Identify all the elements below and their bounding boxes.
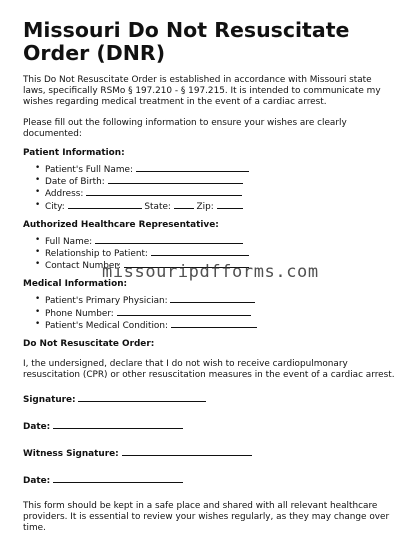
patient-full-name-blank[interactable]	[136, 163, 249, 172]
representative-full-name-blank[interactable]	[95, 235, 243, 244]
witness-signature-field[interactable]	[23, 447, 397, 460]
representative-section-title: Authorized Healthcare Representative:	[23, 219, 219, 230]
watermark-text: missouripdfforms.com	[102, 262, 319, 282]
patient-address-label: Address:	[45, 189, 84, 200]
representative-relationship-field[interactable]	[45, 247, 397, 259]
representative-relationship-blank[interactable]	[151, 247, 249, 256]
medical-condition-label: Patient's Medical Condition:	[45, 320, 168, 331]
dnr-section-title: Do Not Resuscitate Order:	[23, 339, 155, 350]
witness-signature-blank[interactable]	[122, 447, 252, 456]
patient-full-name-label: Patient's Full Name:	[45, 165, 133, 175]
signature-field[interactable]	[23, 393, 397, 406]
signature-label: Signature:	[23, 395, 76, 406]
representative-relationship-label: Relationship to Patient:	[45, 249, 148, 260]
date-label-1: Date:	[23, 422, 51, 433]
date-blank-2[interactable]	[53, 474, 183, 483]
date-field-2[interactable]	[23, 474, 397, 487]
date-field-1[interactable]	[23, 420, 397, 433]
patient-dob-field[interactable]	[45, 175, 397, 187]
medical-physician-field[interactable]	[45, 294, 397, 306]
patient-dob-blank[interactable]	[108, 175, 243, 184]
patient-section-title: Patient Information:	[23, 148, 125, 158]
medical-section-title: Medical Information:	[23, 279, 128, 290]
patient-address-blank[interactable]	[86, 187, 242, 196]
representative-contact-label: Contact Number:	[45, 261, 121, 272]
date-blank-1[interactable]	[53, 420, 183, 429]
date-label-2: Date:	[23, 476, 51, 487]
patient-state-blank[interactable]	[174, 200, 194, 209]
patient-dob-label: Date of Birth:	[45, 177, 105, 188]
dnr-declaration: I, the undersigned, declare that I do not wish to receive cardiopulmonary resuscitation (CPR) or other resuscitation measures in the event of a cardiac arrest.	[23, 359, 395, 381]
document-title: Missouri Do Not Resuscitate Order (DNR)	[23, 18, 350, 65]
patient-fields	[23, 163, 397, 212]
patient-zip-blank[interactable]	[217, 200, 243, 209]
intro-paragraph: This Do Not Resuscitate Order is established in accordance with Missouri state laws, specifically RSMo § 197.210 - § 197.215. It is intended to communicate my wishes regarding medical treatment in the event of a cardiac arrest.	[23, 75, 381, 107]
patient-full-name-field[interactable]	[45, 163, 397, 175]
patient-state-label: State:	[144, 201, 171, 212]
medical-physician-blank[interactable]	[170, 294, 255, 303]
patient-address-field[interactable]	[45, 187, 397, 199]
medical-condition-blank[interactable]	[171, 319, 257, 328]
medical-condition-field[interactable]	[45, 319, 397, 331]
footer-note: This form should be kept in a safe place and shared with all relevant healthcare providers. It is essential to review your wishes regularly, as they may change over time.	[23, 501, 390, 534]
medical-phone-blank[interactable]	[117, 307, 251, 316]
signature-blank[interactable]	[78, 393, 206, 402]
medical-fields	[23, 294, 397, 331]
patient-city-blank[interactable]	[68, 200, 142, 209]
representative-full-name-label: Full Name:	[45, 236, 93, 247]
medical-phone-field[interactable]	[45, 307, 397, 319]
patient-zip-label: Zip:	[196, 201, 214, 212]
instructions-paragraph: Please fill out the following information to ensure your wishes are clearly documented:	[23, 118, 347, 139]
medical-physician-label: Patient's Primary Physician:	[45, 296, 168, 307]
representative-full-name-field[interactable]	[45, 235, 397, 247]
medical-phone-label: Phone Number:	[45, 308, 114, 319]
patient-city-label: City:	[45, 201, 65, 212]
patient-city-state-zip-field[interactable]	[45, 200, 397, 212]
witness-signature-label: Witness Signature:	[23, 449, 119, 460]
